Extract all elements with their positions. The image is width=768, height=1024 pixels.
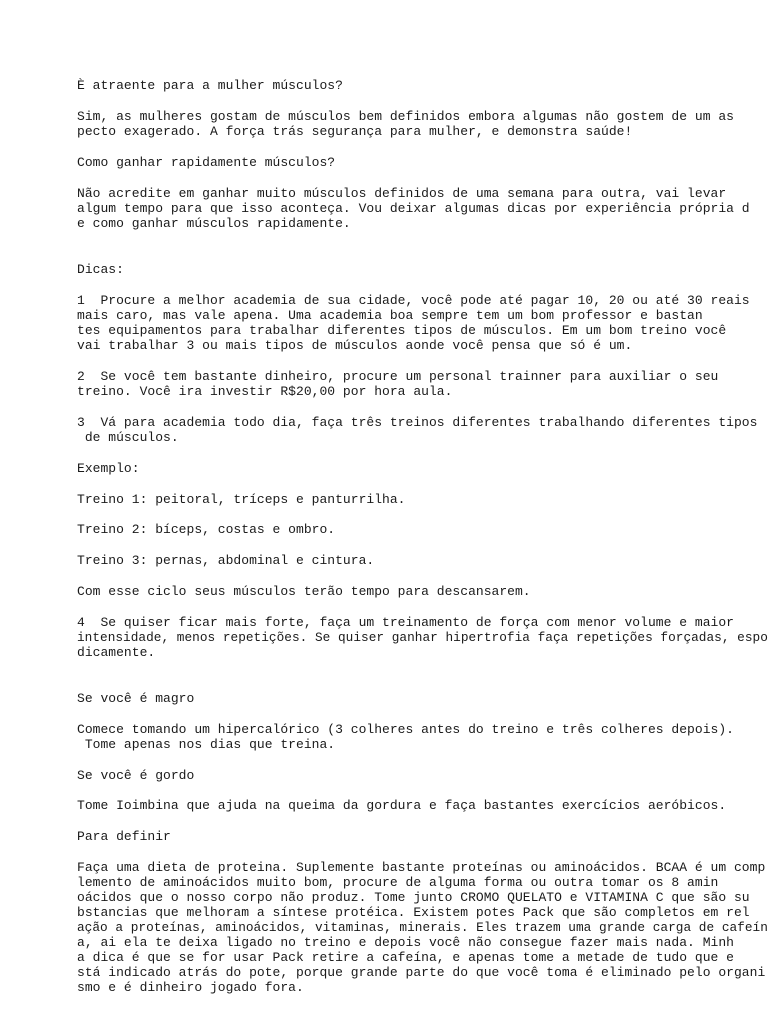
text-line: lemento de aminoácidos muito bom, procure de alguma forma ou outra tomar os 8 amin [77,875,719,890]
text-line: intensidade, menos repetições. Se quiser ganhar hipertrofia faça repetições forçadas, espo [77,630,768,645]
heading-question: Como ganhar rapidamente músculos? [77,155,336,170]
text-line: treino. Você ira investir R$20,00 por hora aula. [77,384,453,399]
tip-line: 1 Procure a melhor academia de sua cidade, você pode até pagar 10, 20 ou até 30 reais [77,293,750,308]
text-line: Não acredite em ganhar muito músculos definidos de uma semana para outra, vai levar [77,186,727,201]
text-line: Com esse ciclo seus músculos terão tempo para descansarem. [77,584,531,599]
tip-line: 2 Se você tem bastante dinheiro, procure um personal trainner para auxiliar o seu [77,369,719,384]
text-line: smo e é dinheiro jogado fora. [77,980,304,995]
text-line: pecto exagerado. A força trás segurança para mulher, e demonstra saúde! [77,124,633,139]
text-line: algum tempo para que isso aconteça. Vou deixar algumas dicas por experiência própria d [77,201,750,216]
text-line: tes equipamentos para trabalhar diferentes tipos de músculos. Em um bom treino você [77,323,727,338]
section-heading: Se você é magro [77,691,195,706]
section-heading: Se você é gordo [77,768,195,783]
text-line: mais caro, mas vale apena. Uma academia boa sempre tem um bom professor e bastan [77,308,703,323]
section-heading: Exemplo: [77,461,140,476]
text-line: oácidos que o nosso corpo não produz. Tome junto CROMO QUELATO e VITAMINA C que são su [77,890,750,905]
text-line: a dica é que se for usar Pack retire a cafeína, e apenas tome a metade de tudo que e [77,950,734,965]
text-line: Sim, as mulheres gostam de músculos bem definidos embora algumas não gostem de um as [77,109,734,124]
text-line: ação a proteínas, aminoácidos, vitaminas, minerais. Eles trazem uma grande carga de cafeín [77,920,768,935]
text-line: Comece tomando um hipercalórico (3 colheres antes do treino e três colheres depois). [77,722,734,737]
workout-line: Treino 3: pernas, abdominal e cintura. [77,553,375,568]
section-heading: Para definir [77,829,171,844]
heading-question: È atraente para a mulher músculos? [77,78,343,93]
text-line: Faça uma dieta de proteina. Suplemente bastante proteínas ou aminoácidos. BCAA é um comp [77,860,766,875]
text-line: a, ai ela te deixa ligado no treino e depois você não consegue fazer mais nada. Minh [77,935,734,950]
tip-line: 4 Se quiser ficar mais forte, faça um treinamento de força com menor volume e maior [77,615,734,630]
text-line: e como ganhar músculos rapidamente. [77,216,351,231]
workout-line: Treino 1: peitoral, tríceps e panturrilha. [77,492,406,507]
tip-line: 3 Vá para academia todo dia, faça três treinos diferentes trabalhando diferentes tipos [77,415,758,430]
text-line: stá indicado atrás do pote, porque grande parte do que você toma é eliminado pelo organi [77,965,766,980]
section-heading: Dicas: [77,262,124,277]
text-line: Tome apenas nos dias que treina. [77,737,336,752]
text-line: vai trabalhar 3 ou mais tipos de músculos aonde você pensa que só é um. [77,338,633,353]
workout-line: Treino 2: bíceps, costas e ombro. [77,522,336,537]
text-line: bstancias que melhoram a síntese protéica. Existem potes Pack que são completos em rel [77,905,750,920]
text-line: dicamente. [77,645,156,660]
text-line: Tome Ioimbina que ajuda na queima da gordura e faça bastantes exercícios aeróbicos. [77,798,727,813]
text-line: de músculos. [77,430,179,445]
